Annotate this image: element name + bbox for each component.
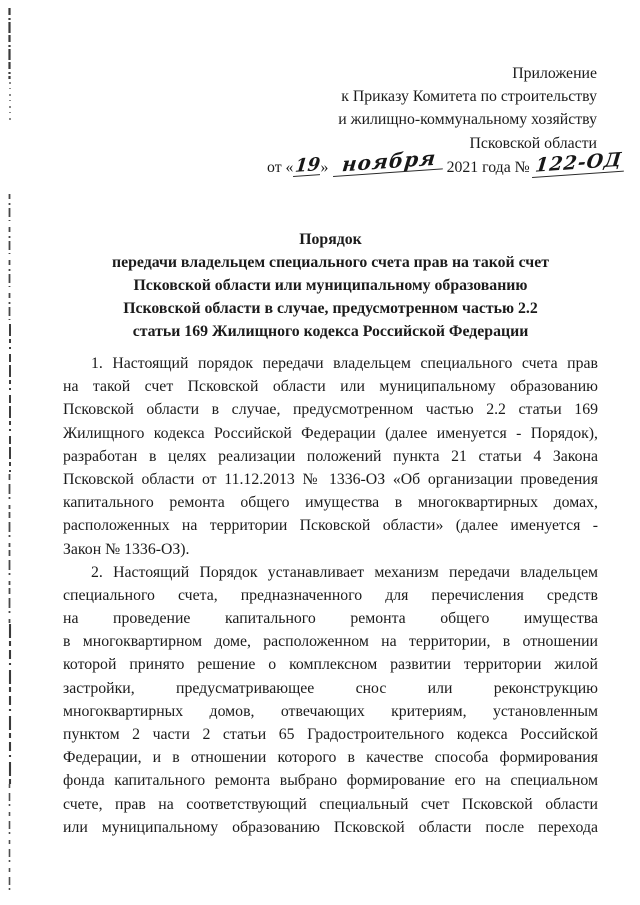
paragraph-line: в многоквартирном доме, расположенном на территории, в отношении <box>63 633 598 651</box>
handwritten-month: ноября <box>333 147 445 177</box>
paragraph-line: на проведение капитального ремонта общего имущества <box>63 610 598 628</box>
title-line: передачи владельцем специального счета прав на такой счет <box>112 254 549 271</box>
paragraph-line: Федерации, и в отношении которого в качестве способа формирования <box>63 749 598 767</box>
title-line: Псковской области или муниципальному образованию <box>133 277 528 294</box>
paragraph-line: 2. Настоящий Порядок устанавливает механизм передачи владельцем <box>91 563 598 581</box>
paragraph-line: которой принято решение о комплексном развитии территории жилой <box>63 656 598 674</box>
header-line: Приложение <box>512 65 597 82</box>
document-title <box>63 228 598 343</box>
date-prefix: от « <box>267 159 294 176</box>
paragraph-line: капитального ремонта общего имущества в многоквартирных домах, <box>63 494 598 512</box>
paragraph-line: расположенных на территории Псковской области» (далее именуется - <box>63 517 598 535</box>
title-line: Псковской области в случае, предусмотренном частью 2.2 <box>123 300 538 317</box>
order-date-line <box>267 145 623 179</box>
paragraph-line: Закон № 1336-ОЗ). <box>63 540 190 558</box>
document-body <box>63 352 598 839</box>
paragraph-line: на такой счет Псковской области или муниципальному образованию <box>63 378 598 396</box>
date-close-quote: » <box>320 159 329 176</box>
paragraph-line: пунктом 2 части 2 статьи 65 Градостроительного кодекса Российской <box>63 726 598 743</box>
paragraph-line: многоквартирных домов, отвечающих критериям, установленным <box>63 702 598 720</box>
order-date-block <box>267 145 623 179</box>
paragraph-line: 1. Настоящий порядок передачи владельцем специального счета прав <box>91 355 598 372</box>
paragraph-line: застройки, предусматривающее снос или реконструкцию <box>63 679 598 697</box>
header-line: к Приказу Комитета по строительству <box>341 88 597 106</box>
title-line: Порядок <box>299 231 362 248</box>
paragraph-2 <box>63 561 598 839</box>
handwritten-doc-number: 122-ОД <box>532 150 626 178</box>
paragraph-line: счете, прав на соответствующий специальный счет Псковской области <box>63 795 598 813</box>
paragraph-line: или муниципальному образованию Псковской области после перехода <box>63 818 598 836</box>
paragraph-line: Жилищного кодекса Российской Федерации (далее именуется - Порядок), <box>63 424 598 442</box>
header-line: и жилищно-коммунальному хозяйству <box>338 111 597 129</box>
handwritten-day: 19 <box>294 153 322 177</box>
appendix-header <box>267 62 597 155</box>
date-year-label: 2021 года № <box>446 159 530 176</box>
paragraph-line: фонда капитального ремонта выбрано формирование его на специальном <box>63 772 598 790</box>
paragraph-line: разработан в целях реализации положений пункта 21 статьи 4 Закона <box>63 447 598 465</box>
paragraph-line: Псковской области в случае, предусмотренном частью 2.2 статьи 169 <box>63 401 598 419</box>
title-line: статьи 169 Жилищного кодекса Российской Федерации <box>132 323 529 340</box>
paragraph-1 <box>63 352 598 561</box>
paragraph-line: Псковской области от 11.12.2013 № 1336-ОЗ «Об организации проведения <box>63 470 598 488</box>
header-line: Псковской области <box>469 134 597 152</box>
scan-edge-artifact <box>6 4 14 899</box>
paragraph-line: специального счета, предназначенного для перечисления средств <box>63 586 598 604</box>
